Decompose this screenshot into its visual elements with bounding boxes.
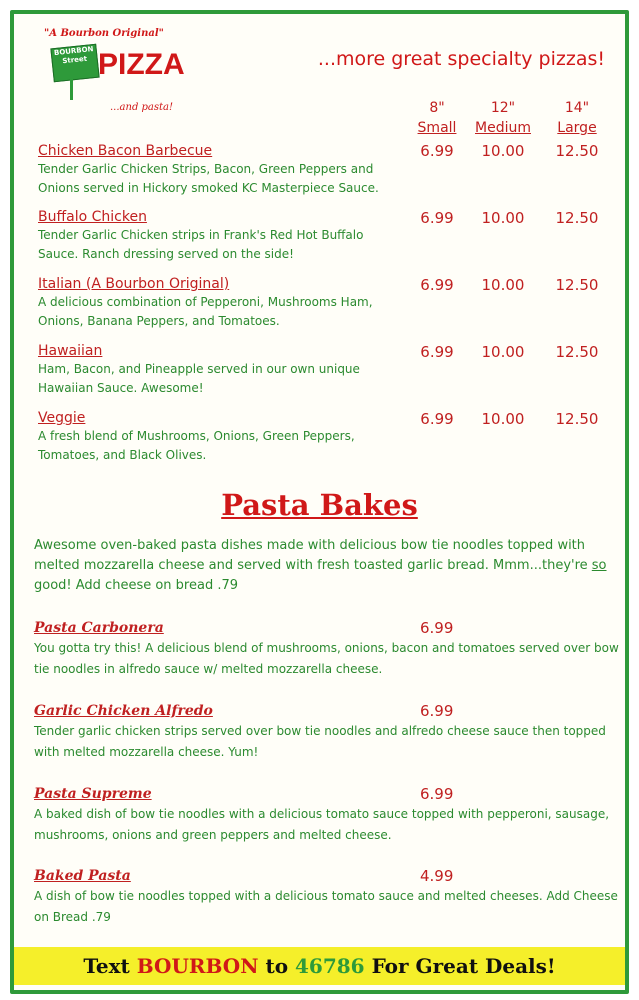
price-medium: 10.00 xyxy=(481,209,525,227)
banner-number: 46786 xyxy=(295,954,365,978)
banner-text: Text xyxy=(83,954,137,978)
price-medium: 10.00 xyxy=(481,343,525,361)
pasta-intro-text-end: good! Add cheese on bread .79 xyxy=(34,578,239,593)
price-small: 6.99 xyxy=(420,343,454,361)
pasta-description: A dish of bow tie noodles topped with a delicious tomato sauce and melted cheeses. Add Cheese on Bread .79 xyxy=(34,889,618,924)
pizza-description: Tender Garlic Chicken strips in Frank's Red Hot Buffalo Sauce. Ranch dressing served on the side! xyxy=(38,228,364,261)
size-inch: 12" xyxy=(490,100,516,116)
price-large: 12.50 xyxy=(555,343,599,361)
sign-post xyxy=(70,76,73,100)
pasta-intro xyxy=(34,536,619,596)
size-label: Large xyxy=(557,120,597,136)
pasta-item-garlic-chicken-alfredo xyxy=(34,701,620,763)
price-large: 12.50 xyxy=(555,142,599,160)
pasta-price: 6.99 xyxy=(420,702,454,720)
pasta-name: Pasta Supreme xyxy=(34,786,152,802)
pasta-heading: Pasta Bakes xyxy=(221,488,418,522)
pasta-intro-emphasis: so xyxy=(591,558,607,573)
pasta-intro-text: Awesome oven-baked pasta dishes made with delicious bow tie noodles topped with melted mozzarella cheese and served with fresh toasted garlic bread. Mmm...they're xyxy=(34,538,592,573)
pasta-description: A baked dish of bow tie noodles with a delicious tomato sauce topped with pepperoni, sausage, mushrooms, onions and green peppers and melted cheese. xyxy=(34,807,610,842)
pasta-price: 6.99 xyxy=(420,619,454,637)
pasta-price: 6.99 xyxy=(420,785,454,803)
price-large: 12.50 xyxy=(555,209,599,227)
banner-text: to xyxy=(258,954,296,978)
price-large: 12.50 xyxy=(555,276,599,294)
price-small: 6.99 xyxy=(420,276,454,294)
pizza-description: A fresh blend of Mushrooms, Onions, Green Peppers, Tomatoes, and Black Olives. xyxy=(38,429,355,462)
pasta-name: Baked Pasta xyxy=(34,868,131,884)
price-medium: 10.00 xyxy=(481,142,525,160)
banner-keyword: BOURBON xyxy=(136,954,259,978)
price-small: 6.99 xyxy=(420,410,454,428)
pasta-name: Garlic Chicken Alfredo xyxy=(34,703,213,719)
price-large: 12.50 xyxy=(555,410,599,428)
text-deals-banner xyxy=(14,947,625,985)
pizza-name: Veggie xyxy=(38,410,86,426)
pasta-description: Tender garlic chicken strips served over bow tie noodles and alfredo cheese sauce then topped with melted mozzarella cheese. Yum! xyxy=(34,724,606,759)
pasta-item-supreme xyxy=(34,784,620,846)
price-medium: 10.00 xyxy=(481,276,525,294)
pizza-name: Hawaiian xyxy=(38,343,103,359)
price-small: 6.99 xyxy=(420,209,454,227)
logo-tagline: "A Bourbon Original" xyxy=(44,28,164,39)
pizza-description: Tender Garlic Chicken Strips, Bacon, Green Peppers and Onions served in Hickory smoked KC Masterpiece Sauce. xyxy=(38,162,379,195)
size-label: Small xyxy=(417,120,457,136)
pasta-item-baked-pasta xyxy=(34,866,620,928)
logo-subtitle: ...and pasta! xyxy=(110,102,174,113)
pizza-name: Buffalo Chicken xyxy=(38,209,147,225)
bourbon-street-pizza-logo xyxy=(38,28,185,120)
logo-word: PIZZA xyxy=(98,48,185,81)
pizza-description: A delicious combination of Pepperoni, Mushrooms Ham, Onions, Banana Peppers, and Tomatoes. xyxy=(38,295,373,328)
pizza-name: Chicken Bacon Barbecue xyxy=(38,143,213,159)
pasta-description: You gotta try this! A delicious blend of mushrooms, onions, bacon and tomatoes served over bow tie noodles in alfredo sauce w/ melted mozzarella cheese. xyxy=(34,641,619,676)
pizza-name: Italian (A Bourbon Original) xyxy=(38,276,230,292)
size-header-medium xyxy=(468,98,538,138)
pizza-description: Ham, Bacon, and Pineapple served in our own unique Hawaiian Sauce. Awesome! xyxy=(38,362,360,395)
size-inch: 8" xyxy=(429,100,445,116)
price-small: 6.99 xyxy=(420,142,454,160)
price-medium: 10.00 xyxy=(481,410,525,428)
size-inch: 14" xyxy=(564,100,590,116)
banner-text: For Great Deals! xyxy=(364,954,556,978)
size-header-large xyxy=(542,98,612,138)
size-label: Medium xyxy=(475,120,531,136)
pasta-item-carbonera xyxy=(34,618,620,680)
pasta-price: 4.99 xyxy=(420,867,454,885)
size-header-small xyxy=(402,98,472,138)
street-sign-icon: BOURBON Street xyxy=(50,44,99,83)
pasta-name: Pasta Carbonera xyxy=(34,620,164,636)
page-title: ...more great specialty pizzas! xyxy=(317,48,605,70)
